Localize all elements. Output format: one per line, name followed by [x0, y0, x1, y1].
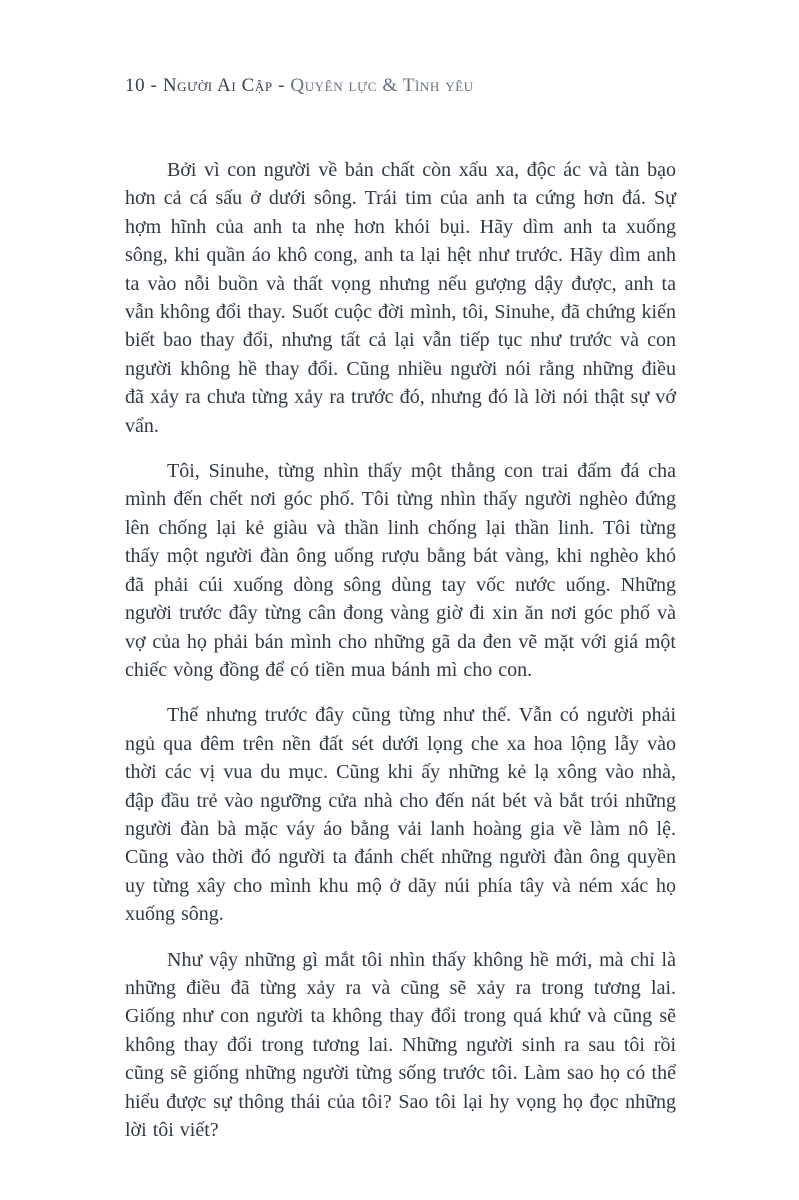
running-header-title: 10 - Người Ai Cập - — [125, 75, 291, 96]
page-body — [125, 156, 676, 1144]
paragraph: Bởi vì con người về bản chất còn xấu xa, độc ác và tàn bạo hơn cả cá sấu ở dưới sông. Trái tim của anh ta cứng hơn đá. Sự hợm hĩnh của anh ta nhẹ hơn khói bụi. Hãy dìm anh ta xuống sông, khi quần áo khô cong, anh ta lại hệt như trước. Hãy dìm anh ta vào nỗi buồn và thất vọng nhưng nếu gượng dậy được, anh ta vẫn không đổi thay. Suốt cuộc đời mình, tôi, Sinuhe, đã chứng kiến biết bao thay đổi, nhưng tất cả lại vẫn tiếp tục như trước và con người không hề thay đổi. Cũng nhiều người nói rằng những điều đã xảy ra chưa từng xảy ra trước đó, nhưng đó là lời nói thật sự vớ vẩn. — [125, 159, 676, 437]
running-header — [125, 74, 676, 98]
running-header-subtitle: Quyên lực & Tình yêu — [290, 75, 474, 96]
paragraph: Như vậy những gì mắt tôi nhìn thấy không hề mới, mà chỉ là những điều đã từng xảy ra và cũng sẽ xảy ra trong tương lai. Giống như con người ta không thay đổi trong quá khứ và cũng sẽ không thay đổi trong tương lai. Những người sinh ra sau tôi rồi cũng sẽ giống những người từng sống trước tôi. Làm sao họ có thể hiểu được sự thông thái của tôi? Sao tôi lại hy vọng họ đọc những lời tôi viết? — [125, 948, 676, 1141]
paragraph: Tôi, Sinuhe, từng nhìn thấy một thằng con trai đấm đá cha mình đến chết nơi góc phố. Tôi từng nhìn thấy người nghèo đứng lên chống lại kẻ giàu và thần linh chống lại thần linh. Tôi từng thấy một người đàn ông uống rượu bằng bát vàng, khi nghèo khó đã phải cúi xuống dòng sông dùng tay vốc nước uống. Những người trước đây từng cân đong vàng giờ đi xin ăn nơi góc phố và vợ của họ phải bán mình cho những gã da đen vẽ mặt với giá một chiếc vòng đồng để có tiền mua bánh mì cho con. — [125, 460, 676, 681]
paragraph: Thế nhưng trước đây cũng từng như thế. Vẫn có người phải ngủ qua đêm trên nền đất sét dưới lọng che xa hoa lộng lẫy vào thời các vị vua du mục. Cũng khi ấy những kẻ lạ xông vào nhà, đập đầu trẻ vào ngưỡng cửa nhà cho đến nát bét và bắt trói những người đàn bà mặc váy áo bằng vải lanh hoàng gia về làm nô lệ. Cũng vào thời đó người ta đánh chết những người đàn ông quyền uy từng xây cho mình khu mộ ở dãy núi phía tây và ném xác họ xuống sông. — [125, 704, 676, 926]
